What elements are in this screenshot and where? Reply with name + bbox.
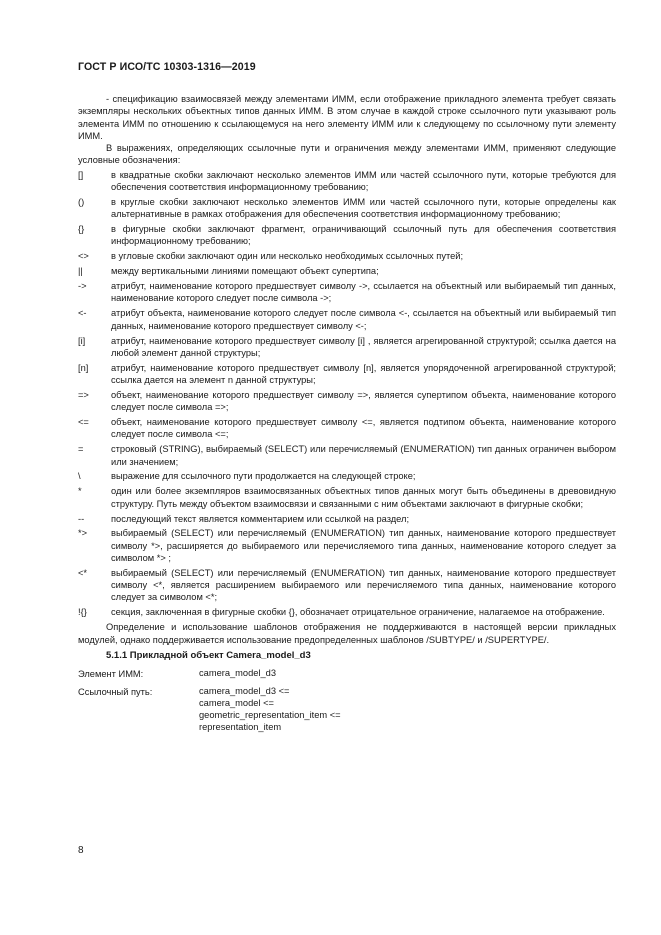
notation-item: [78, 280, 616, 305]
running-header: ГОСТ Р ИСО/ТС 10303-1316—2019: [78, 61, 256, 73]
page-number: 8: [78, 845, 84, 856]
reference-path-label: Ссылочный путь:: [78, 687, 153, 698]
notation-item: [78, 606, 616, 618]
notation-symbol: =: [78, 444, 84, 455]
notation-description: один или более экземпляров взаимосвязанных объектных типов данных могут быть объединены в древовидную структуру. Путь между объектом взаимосвязи и связанными с ним объектами заключают в фигурные скобки;: [111, 486, 616, 509]
notation-item: [78, 362, 616, 387]
notation-symbol: ||: [78, 266, 83, 277]
notation-description: атрибут, наименование которого предшествует символу [i] , является агрегированной структурой; ссылка дается на любой элемент данной структуры;: [111, 335, 616, 358]
reference-path-line: camera_model <=: [199, 698, 274, 709]
notation-description: секция, заключенная в фигурные скобки {}, обозначает отрицательное ограничение, налагаемое на отображение.: [111, 607, 605, 618]
notation-item: [78, 307, 616, 332]
notation-item: [78, 416, 616, 441]
notation-item: [78, 389, 616, 414]
notation-symbol: <*: [78, 567, 88, 578]
notation-item: [78, 335, 616, 360]
notation-symbol: ->: [78, 281, 87, 292]
notation-description: выбираемый (SELECT) или перечисляемый (ENUMERATION) тип данных, наименование которого предшествует символу *>, расширяется до выбираемого или перечисляемого типа данных, наименование которого следует за символом *> ;: [111, 528, 616, 563]
reference-path-line: camera_model_d3 <=: [199, 686, 290, 697]
notation-item: [78, 485, 616, 510]
notation-description: объект, наименование которого предшествует символу =>, является супертипом объекта, наименование которого следует после символа =>;: [111, 389, 616, 413]
notation-description: атрибут, наименование которого предшествует символу [n], является упорядоченной агрегированной структурой; ссылка дается на элемент n данной структуры;: [111, 362, 616, 385]
notation-description: в круглые скобки заключают несколько элементов ИММ или частей ссылочного пути, которые определены как альтернативные в рамках отображения для обеспечения соответствия информационному требованию;: [111, 196, 616, 220]
notation-list: [78, 169, 616, 619]
aim-element-value: camera_model_d3: [199, 668, 277, 679]
notation-symbol: =>: [78, 389, 89, 400]
notation-item: [78, 250, 616, 262]
notation-symbol: *>: [78, 528, 88, 539]
notation-description: атрибут, наименование которого предшествует символу ->, ссылается на объектный или выбираемый тип данных, наименование которого следует после символа ->;: [111, 281, 616, 304]
reference-path-value: [199, 686, 341, 733]
notation-item: [78, 527, 616, 564]
intro-paragraph-2: В выражениях, определяющих ссылочные пути и ограничения между элементами ИММ, применяют следующие условные обозначения:: [78, 143, 616, 166]
notation-symbol: *: [78, 486, 82, 497]
notation-symbol: <>: [78, 251, 89, 262]
notation-item: [78, 169, 616, 194]
notation-symbol: {}: [78, 224, 85, 235]
notation-symbol: !{}: [78, 607, 87, 618]
notation-description: выбираемый (SELECT) или перечисляемый (ENUMERATION) тип данных, наименование которого предшествует символу <*, является расширением выбираемого или перечисляемого типа данных, наименование которого следует за символом <*;: [111, 567, 616, 603]
reference-path-line: representation_item: [199, 721, 282, 732]
reference-path-row: [78, 686, 616, 733]
notation-symbol: (): [78, 196, 85, 207]
page-body: [78, 93, 616, 734]
notation-description: объект, наименование которого предшествует символу <=, является подтипом объекта, наименование которого следует после символа <=;: [111, 417, 616, 440]
notation-symbol: [n]: [78, 362, 89, 373]
notation-item: [78, 223, 616, 248]
notation-description: выражение для ссылочного пути продолжается на следующей строке;: [111, 471, 416, 482]
notation-item: [78, 265, 616, 277]
notation-symbol: \: [78, 471, 81, 482]
notation-description: последующий текст является комментарием или ссылкой на раздел;: [111, 513, 410, 524]
aim-element-label: Элемент ИММ:: [78, 669, 144, 680]
notation-description: в квадратные скобки заключают несколько элементов ИММ или частей ссылочного пути, которые требуются для обеспечения соответствия информационному требованию;: [111, 169, 616, 193]
notation-symbol: [i]: [78, 335, 86, 346]
notation-item: [78, 513, 616, 525]
notation-item: [78, 470, 616, 482]
notation-item: [78, 196, 616, 221]
intro-paragraph-1: - спецификацию взаимосвязей между элементами ИММ, если отображение прикладного элемента требует связать экземпляры нескольких объектных типов данных ИММ. В этом случае в каждой строке ссылочного пути указывают роль элемента ИММ по отношению к ссылающемуся на него элементу ИММ или к следующему по ссылочному пути элементу ИММ.: [78, 94, 616, 141]
final-paragraph: Определение и использование шаблонов отображения не поддерживаются в настоящей версии прикладных модулей, однако поддерживается использование предопределенных шаблонов /SUBTYPE/ и /SUPERTYPE/.: [78, 622, 616, 645]
notation-description: строковый (STRING), выбираемый (SELECT) или перечисляемый (ENUMERATION) тип данных ограничен выбором или значением;: [111, 444, 616, 467]
notation-item: [78, 443, 616, 468]
notation-symbol: <-: [78, 308, 87, 319]
reference-path-line: geometric_representation_item <=: [199, 710, 341, 721]
notation-symbol: []: [78, 169, 84, 180]
notation-description: атрибут объекта, наименование которого следует после символа <-, ссылается на объектный или выбираемый тип данных, наименование которого предшествует символу <-;: [111, 308, 616, 331]
notation-symbol: --: [78, 513, 85, 524]
notation-description: в фигурные скобки заключают фрагмент, ограничивающий ссылочный путь для обеспечения соответствия информационному требованию;: [111, 224, 616, 247]
section-heading: 5.1.1 Прикладной объект Camera_model_d3: [106, 649, 311, 661]
notation-symbol: <=: [78, 417, 89, 428]
notation-description: в угловые скобки заключают один или несколько необходимых ссылочных путей;: [111, 251, 464, 262]
aim-element-row: [78, 668, 616, 680]
notation-item: [78, 567, 616, 604]
notation-description: между вертикальными линиями помещают объект супертипа;: [111, 266, 379, 277]
